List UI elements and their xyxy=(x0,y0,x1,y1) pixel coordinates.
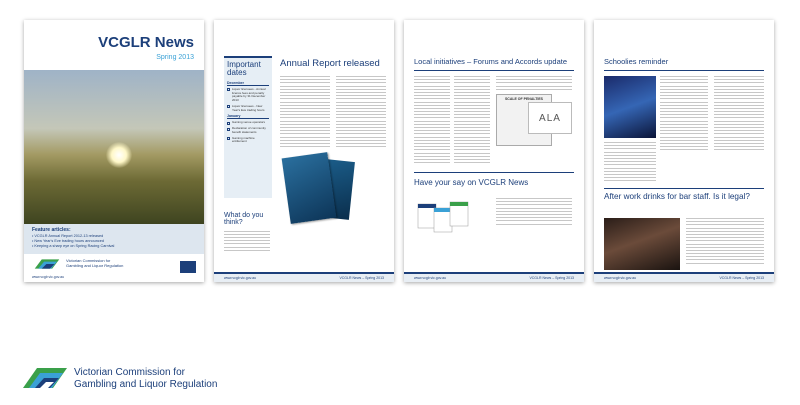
victoria-state-logo xyxy=(180,261,196,273)
bar-staff-photo xyxy=(604,218,680,270)
checkbox-icon xyxy=(227,128,230,131)
month-label: December xyxy=(227,81,269,86)
body-text xyxy=(496,76,572,92)
feature-item: • New Year's Eve trading hours announced xyxy=(32,238,104,243)
annual-report-headline: Annual Report released xyxy=(280,58,380,69)
scale-of-penalties-image: SCALE OF PENALTIES xyxy=(496,94,552,146)
checkbox-icon xyxy=(227,137,230,140)
cover-org-name: Victorian Commission for Gambling and Liquor Regulation xyxy=(66,258,124,268)
date-item: Gaming machine entitlement xyxy=(227,137,269,145)
org-name-line1: Victorian Commission for xyxy=(74,367,185,378)
date-item: Gaming venue operators xyxy=(227,121,269,125)
schoolies-photo xyxy=(604,76,656,138)
checkbox-icon xyxy=(227,88,230,91)
page-annual-report xyxy=(214,20,394,282)
checkbox-icon xyxy=(227,105,230,108)
page-schoolies xyxy=(594,20,774,282)
what-do-you-think-box xyxy=(224,212,272,253)
what-do-you-think-title: What do you think? xyxy=(224,212,264,227)
footer-issue: VCGLR News – Spring 2013 xyxy=(339,276,384,280)
schoolies-headline: Schoolies reminder xyxy=(604,57,669,66)
vcglr-logo-icon xyxy=(32,257,62,271)
body-text xyxy=(496,198,572,227)
cover-issue: Spring 2013 xyxy=(156,54,194,61)
cover-title: VCGLR News xyxy=(98,34,194,51)
footer-url: www.vcglr.vic.gov.au xyxy=(604,276,637,280)
divider xyxy=(604,70,764,71)
feature-item: • Keeping a sharp eye on Spring Racing Carnival xyxy=(32,243,115,248)
divider xyxy=(604,188,764,189)
divider xyxy=(414,70,574,71)
footer-issue: VCGLR News – Spring 2013 xyxy=(529,276,574,280)
local-initiatives-headline: Local initiatives – Forums and Accords update xyxy=(414,57,567,66)
body-text xyxy=(414,76,450,165)
body-text xyxy=(224,231,270,251)
date-item: Liquor licensees - Annual licence fees and penalty payable by 31 December 2013 xyxy=(227,88,269,103)
body-text xyxy=(714,76,764,153)
body-text xyxy=(336,76,386,149)
have-your-say-headline: Have your say on VCGLR News xyxy=(414,178,529,187)
cover-url: www.vcglr.vic.gov.au xyxy=(32,275,65,279)
sidebar-title: Important dates xyxy=(227,60,261,78)
org-name-line2: Gambling and Liquor Regulation xyxy=(74,379,218,390)
page-local-initiatives xyxy=(404,20,584,282)
org-name xyxy=(74,367,217,391)
date-item: Declaration of community benefit statements xyxy=(227,127,269,135)
ala-logo-image: ALA xyxy=(528,102,572,134)
features-title: Feature articles: xyxy=(32,227,71,233)
body-text xyxy=(280,76,330,149)
body-text xyxy=(660,76,708,153)
annual-report-cover-image xyxy=(282,152,337,224)
body-text xyxy=(604,142,656,183)
month-label: January xyxy=(227,114,269,119)
divider xyxy=(414,172,574,173)
date-item: Liquor licensees - New Year's Eve trading hours xyxy=(227,105,269,113)
important-dates-sidebar xyxy=(224,56,272,198)
feature-item: • VCGLR Annual Report 2012-13 released xyxy=(32,234,104,238)
body-text xyxy=(454,76,490,165)
footer-url: www.vcglr.vic.gov.au xyxy=(414,276,447,280)
body-text xyxy=(686,218,764,266)
vcglr-logo-icon xyxy=(22,366,68,390)
cover-features-box xyxy=(24,224,204,254)
cover-page xyxy=(24,20,204,282)
footer-url: www.vcglr.vic.gov.au xyxy=(224,276,257,280)
checkbox-icon xyxy=(227,122,230,125)
newsletter-screenshots-image xyxy=(416,198,476,238)
after-work-drinks-headline: After work drinks for bar staff. Is it legal? xyxy=(604,192,750,201)
sun-image xyxy=(106,142,132,168)
cover-photo xyxy=(24,70,204,224)
footer-issue: VCGLR News – Spring 2013 xyxy=(719,276,764,280)
